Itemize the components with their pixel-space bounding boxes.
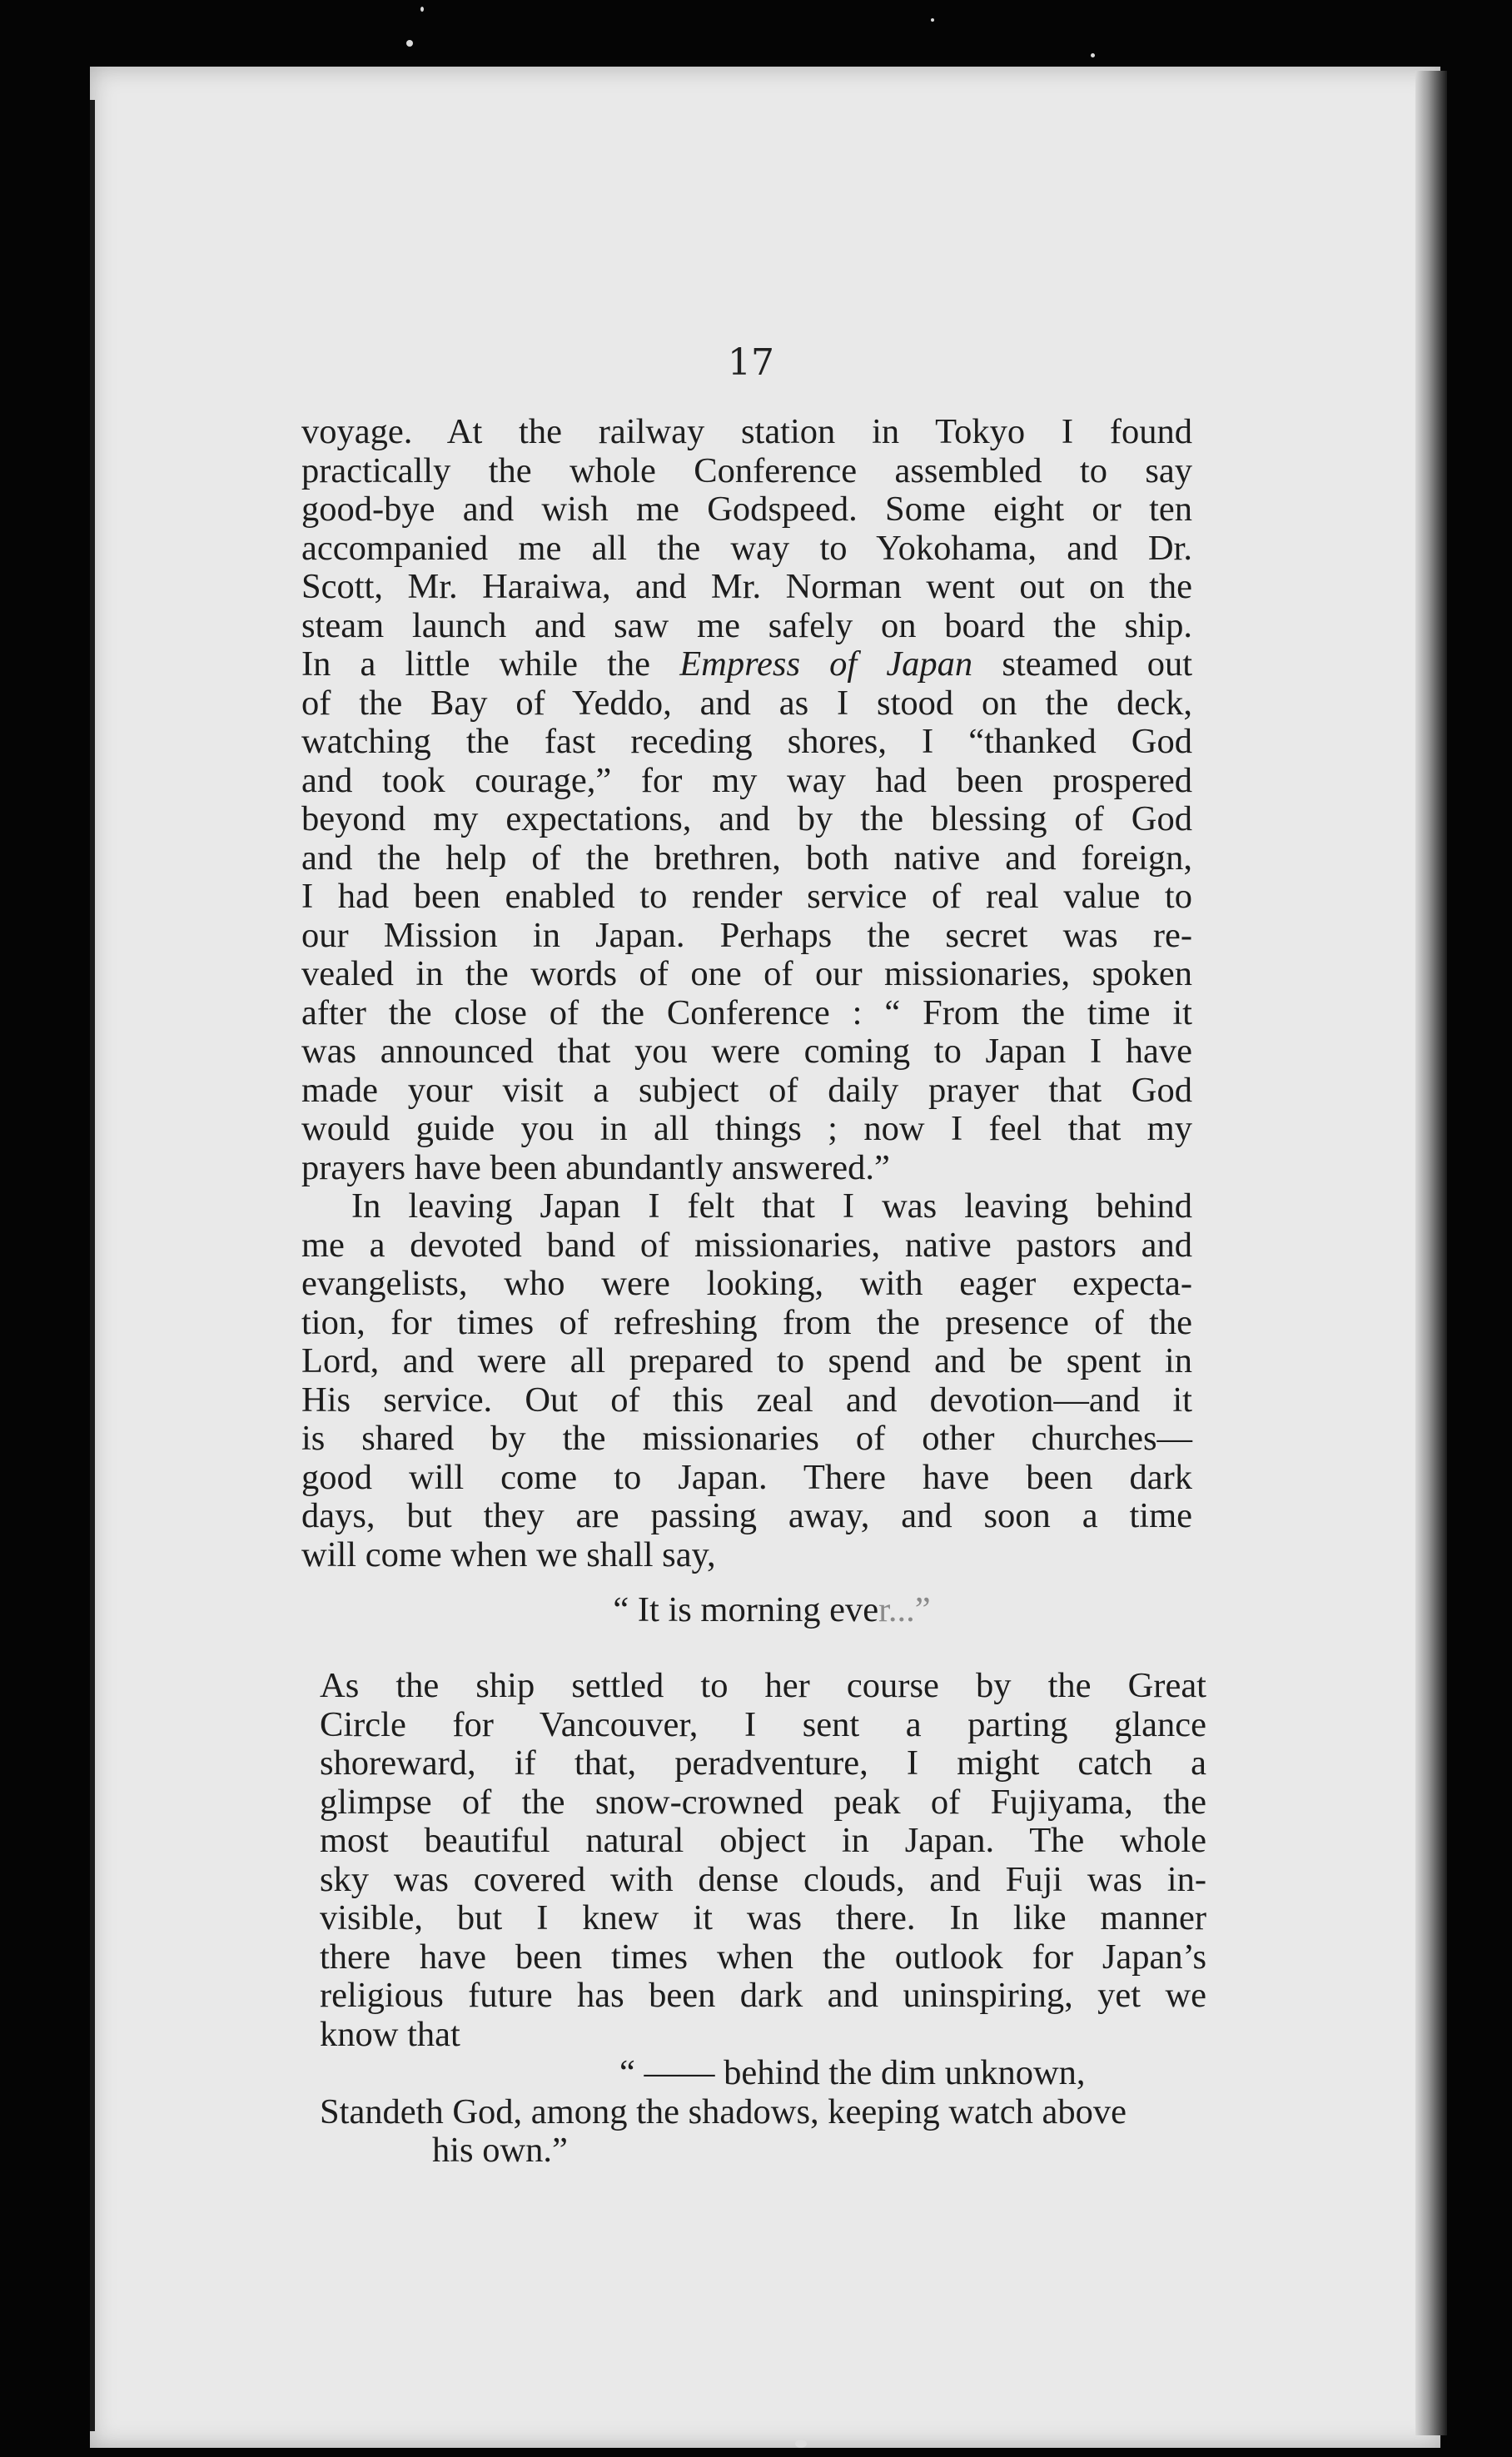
scan-speck (1091, 53, 1095, 57)
body-text-continued (320, 1667, 1206, 2171)
text-line: will come when we shall say, (301, 1534, 716, 1574)
text-line: shoreward, if that, peradventure, I might catch a (320, 1743, 1206, 1783)
ship-name-italic: Empress of Japan (679, 644, 973, 684)
text-line: and took courage,” for my way had been prospered (301, 760, 1192, 800)
text-line: was announced that you were coming to Japan I have (301, 1032, 1192, 1071)
text-line: As the ship settled to her course by the Great (320, 1666, 1206, 1705)
text-line: days, but they are passing away, and soon a time (301, 1496, 1192, 1535)
text-line: religious future has been dark and uninspiring, yet we (320, 1976, 1206, 2015)
scan-speck (795, 2440, 807, 2448)
quotation-text-faded: r...” (878, 1590, 931, 1629)
text-line: practically the whole Conference assembled to say (301, 450, 1192, 490)
verse-line: Standeth God, among the shadows, keeping watch above (320, 2091, 1127, 2131)
text-line: is shared by the missionaries of other churches— (301, 1419, 1192, 1458)
page-gutter-edge (90, 100, 95, 2431)
verse-line: his own.” (432, 2131, 568, 2170)
text-line: accompanied me all the way to Yokohama, and Dr. (301, 528, 1192, 568)
quotation-text: “ It is morning eve (613, 1590, 879, 1629)
text-line: made your visit a subject of daily prayer that God (301, 1070, 1192, 1110)
text-line: In leaving Japan I felt that I was leaving behind (351, 1186, 1192, 1226)
page-right-edge-shadow (1415, 71, 1447, 2435)
text-line: prayers have been abundantly answered.” (301, 1147, 890, 1187)
text-line: Lord, and were all prepared to spend and be spent in (301, 1341, 1192, 1380)
text-line: His service. Out of this zeal and devotion—and it (301, 1380, 1192, 1420)
text-line: tion, for times of refreshing from the presence of the (301, 1302, 1192, 1342)
text-line: watching the fast receding shores, I “thanked God (301, 722, 1192, 761)
quotation-line (301, 1591, 1192, 1630)
text-line: most beautiful natural object in Japan. The whole (320, 1821, 1206, 1860)
text-line: after the close of the Conference : “ From the time it (301, 992, 1192, 1032)
page-number: 17 (728, 341, 774, 384)
text-line: of the Bay of Yeddo, and as I stood on the deck, (301, 683, 1192, 723)
text-line: know that (320, 2014, 460, 2054)
text-line: Scott, Mr. Haraiwa, and Mr. Norman went out on the (301, 567, 1192, 606)
text-line-with-ship-name (301, 645, 1192, 684)
scan-speck (406, 40, 413, 47)
scan-speck (931, 18, 934, 22)
text-fragment: In a little while the (301, 644, 651, 684)
text-line: beyond my expectations, and by the blessing of God (301, 799, 1192, 838)
text-line: there have been times when the outlook for Japan’s (320, 1937, 1206, 1977)
text-line: visible, but I knew it was there. In like manner (320, 1898, 1206, 1937)
text-line: I had been enabled to render service of real value to (301, 877, 1192, 916)
text-fragment: steamed out (1002, 644, 1193, 684)
text-line: evangelists, who were looking, with eager expecta- (301, 1264, 1192, 1303)
text-line: sky was covered with dense clouds, and Fuji was in- (320, 1859, 1206, 1899)
text-line: good will come to Japan. There have been dark (301, 1457, 1192, 1497)
text-line: steam launch and saw me safely on board the ship. (301, 605, 1192, 645)
text-line: glimpse of the snow-crowned peak of Fujiyama, the (320, 1782, 1206, 1822)
verse-line: “ —— behind the dim unknown, (619, 2053, 1086, 2092)
scan-speck (420, 7, 424, 12)
text-line: would guide you in all things ; now I feel that my (301, 1109, 1192, 1148)
text-line: Circle for Vancouver, I sent a parting glance (320, 1704, 1206, 1744)
text-line: and the help of the brethren, both native and foreign, (301, 838, 1192, 878)
text-line: vealed in the words of one of our missionaries, spoken (301, 954, 1192, 993)
text-line: me a devoted band of missionaries, native pastors and (301, 1225, 1192, 1265)
text-line: good-bye and wish me Godspeed. Some eight or ten (301, 490, 1192, 529)
text-line: our Mission in Japan. Perhaps the secret was re- (301, 915, 1192, 955)
body-text (301, 413, 1192, 1630)
text-line: voyage. At the railway station in Tokyo I found (301, 412, 1192, 451)
